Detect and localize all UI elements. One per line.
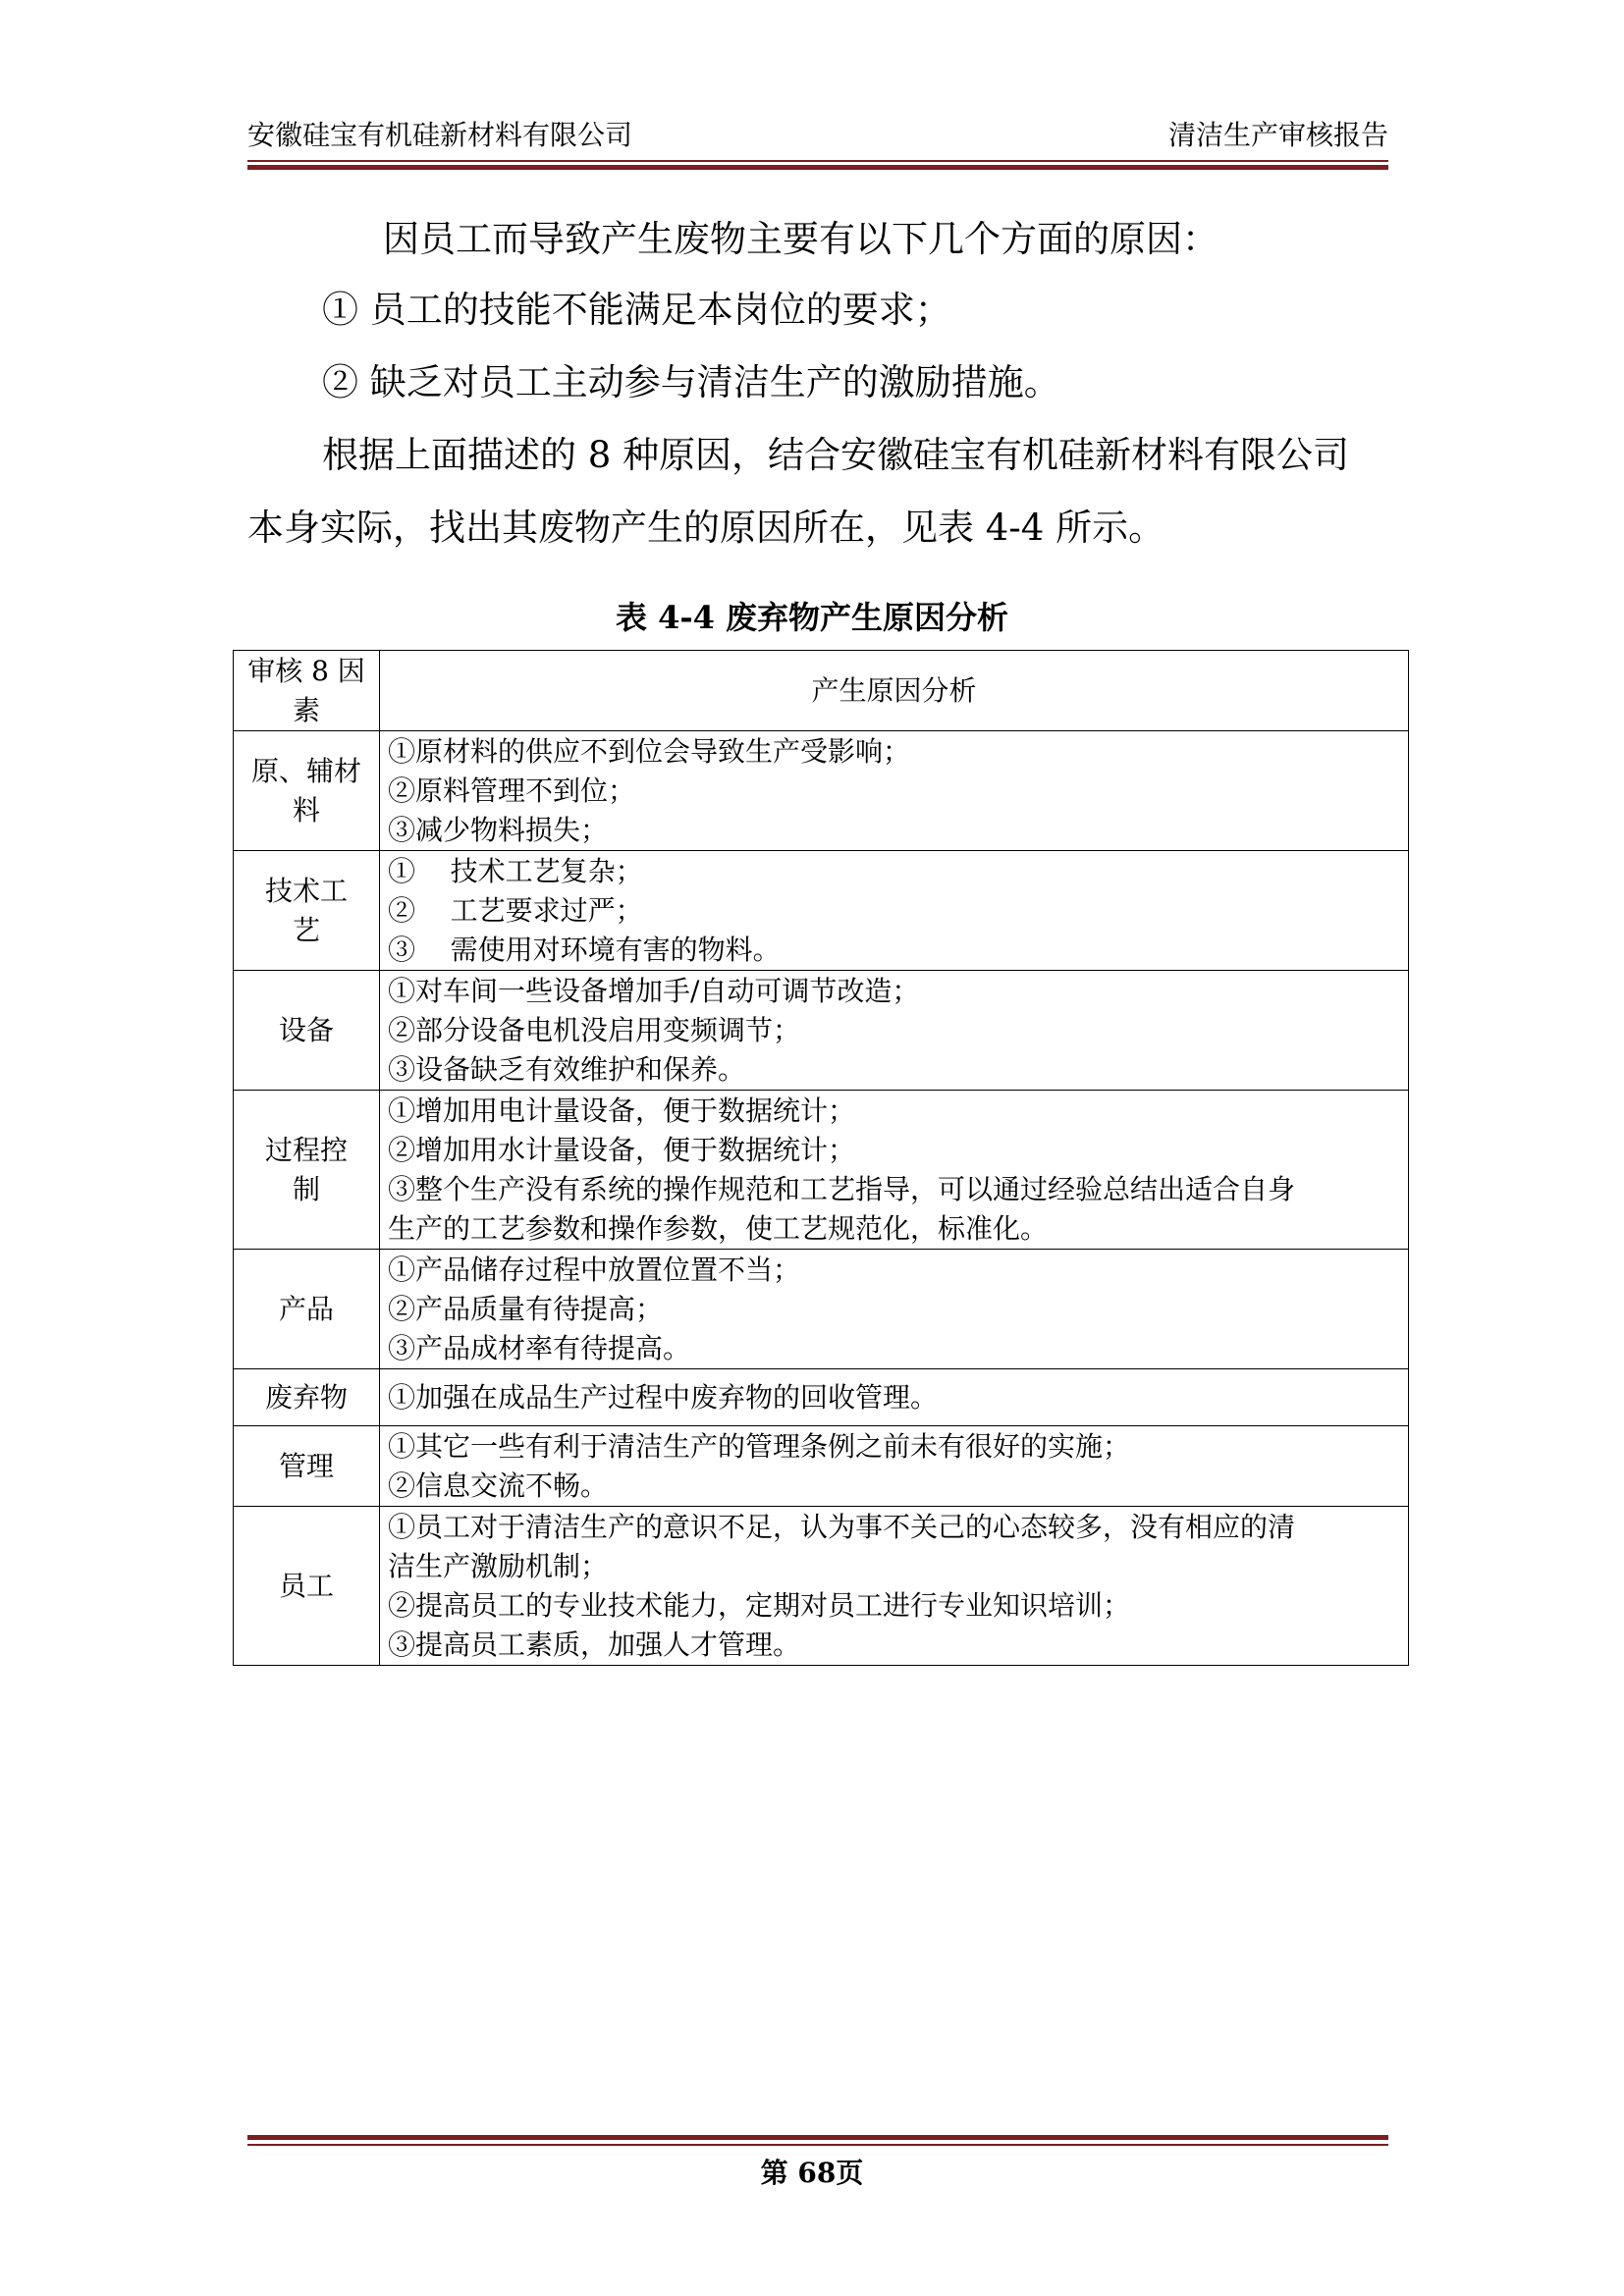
- paragraph-intro: 因员工而导致产生废物主要有以下几个方面的原因：: [383, 218, 1218, 260]
- reasons-cell: [380, 1507, 1409, 1666]
- reason-line: ① 技术工艺复杂；: [388, 854, 643, 887]
- factor-cell: 废弃物: [234, 1369, 380, 1426]
- header-factor-line: 审核 8 因: [247, 654, 365, 687]
- factor-line: 料: [292, 793, 320, 827]
- factor-line: 原、辅材: [250, 754, 361, 787]
- header-factor-cell: [234, 651, 380, 731]
- reason-line: ②部分设备电机没启用变频调节；: [388, 1013, 801, 1046]
- reason-line: ②原料管理不到位；: [388, 774, 636, 807]
- factor-cell: [234, 731, 380, 851]
- reason-line: ②提高员工的专业技术能力，定期对员工进行专业知识培训；: [388, 1588, 1131, 1622]
- reason-line: ③减少物料损失；: [388, 813, 609, 846]
- reason-line: ①增加用电计量设备，便于数据统计；: [388, 1094, 856, 1127]
- reason-line: ③产品成材率有待提高。: [388, 1331, 691, 1364]
- page-header: [247, 116, 1388, 159]
- table-header-row: [234, 651, 1409, 731]
- reasons-cell: [380, 731, 1409, 851]
- header-rule-thin: [247, 160, 1388, 162]
- reasons-cell: [380, 1426, 1409, 1507]
- reason-line: ③提高员工素质，加强人才管理。: [388, 1628, 801, 1661]
- table-row: [234, 1091, 1409, 1250]
- factor-line: 过程控: [264, 1133, 348, 1166]
- factor-cell: 员工: [234, 1507, 380, 1666]
- table-row: [234, 1426, 1409, 1507]
- reason-line: ①对车间一些设备增加手/自动可调节改造；: [388, 974, 920, 1007]
- header-company: 安徽硅宝有机硅新材料有限公司: [247, 119, 633, 151]
- reasons-cell: [380, 851, 1409, 971]
- reasons-cell: [380, 971, 1409, 1091]
- header-reason-cell: 产生原因分析: [380, 651, 1409, 731]
- reason-line: ①其它一些有利于清洁生产的管理条例之前未有很好的实施；: [388, 1429, 1131, 1463]
- list-item-2: ② 缺乏对员工主动参与清洁生产的激励措施。: [322, 361, 1060, 403]
- table-row: [234, 1369, 1409, 1426]
- reasons-cell: [380, 1091, 1409, 1250]
- header-report-title: 清洁生产审核报告: [1167, 119, 1388, 151]
- reason-line: 生产的工艺参数和操作参数，使工艺规范化，标准化。: [388, 1211, 1049, 1245]
- header-factor-line: 素: [292, 693, 320, 726]
- reason-line: ①加强在成品生产过程中废弃物的回收管理。: [388, 1380, 939, 1414]
- reason-line: ②增加用水计量设备，便于数据统计；: [388, 1133, 856, 1166]
- reason-line: ②产品质量有待提高；: [388, 1292, 664, 1325]
- table-caption: 表 4-4 废弃物产生原因分析: [615, 599, 1009, 636]
- reason-line: ③整个生产没有系统的操作规范和工艺指导，可以通过经验总结出适合自身: [388, 1172, 1296, 1205]
- factor-cell: 管理: [234, 1426, 380, 1507]
- factor-cell: 设备: [234, 971, 380, 1091]
- reason-line: ② 工艺要求过严；: [388, 893, 643, 927]
- reasons-cell: [380, 1369, 1409, 1426]
- list-item-1: ① 员工的技能不能满足本岗位的要求；: [322, 289, 951, 331]
- reason-line: 洁生产激励机制；: [388, 1549, 609, 1582]
- waste-cause-table: [233, 650, 1409, 1666]
- table-row: [234, 1250, 1409, 1369]
- table-row: [234, 971, 1409, 1091]
- reason-line: ①原材料的供应不到位会导致生产受影响；: [388, 734, 911, 768]
- table-row: [234, 851, 1409, 971]
- reason-line: ②信息交流不畅。: [388, 1468, 609, 1502]
- reason-line: ③设备缺乏有效维护和保养。: [388, 1052, 746, 1086]
- factor-cell: 产品: [234, 1250, 380, 1369]
- table-row: [234, 731, 1409, 851]
- table-row: [234, 1507, 1409, 1666]
- paragraph-summary-line-1: 根据上面描述的 8 种原因，结合安徽硅宝有机硅新材料有限公司: [322, 434, 1350, 476]
- footer-rule-thick: [247, 2135, 1388, 2140]
- factor-cell: [234, 851, 380, 971]
- footer-rule-thin: [247, 2144, 1388, 2146]
- reasons-cell: [380, 1250, 1409, 1369]
- reason-line: ①员工对于清洁生产的意识不足，认为事不关己的心态较多，没有相应的清: [388, 1510, 1296, 1543]
- reason-line: ③ 需使用对环境有害的物料。: [388, 933, 781, 966]
- header-rule-thick: [247, 165, 1388, 170]
- factor-cell: [234, 1091, 380, 1250]
- page-number: 第 68页: [760, 2157, 864, 2189]
- paragraph-summary-line-2: 本身实际，找出其废物产生的原因所在，见表 4-4 所示。: [247, 507, 1165, 549]
- reason-line: ①产品储存过程中放置位置不当；: [388, 1253, 801, 1286]
- factor-line: 制: [292, 1172, 320, 1205]
- factor-line: 艺: [292, 913, 320, 946]
- factor-line: 技术工: [264, 874, 348, 907]
